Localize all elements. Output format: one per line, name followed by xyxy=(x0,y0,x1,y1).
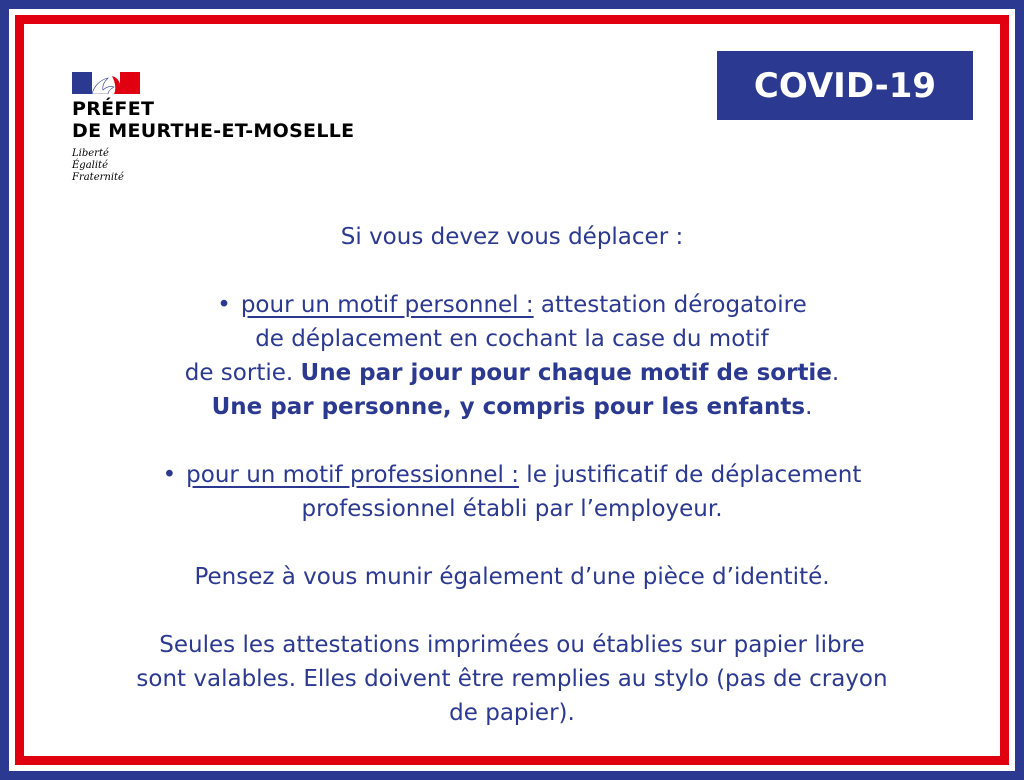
identity-text: Pensez à vous munir également d’une pièce d’identité. xyxy=(194,564,830,590)
professional-label: pour un motif professionnel : xyxy=(186,462,519,488)
personal-text-1: attestation dérogatoire xyxy=(533,292,807,318)
poster-card xyxy=(24,24,1000,756)
motto-egalite: Égalité xyxy=(72,160,108,171)
bullet: • xyxy=(162,462,177,488)
personal-line-3 xyxy=(48,356,976,390)
professional-text-1: le justificatif de déplacement xyxy=(519,462,862,488)
validity-line-2: sont valables. Elles doivent être remplies au stylo (pas de crayon xyxy=(136,666,888,692)
prefecture-name-line1: PRÉFET xyxy=(72,98,155,120)
personal-label: pour un motif personnel : xyxy=(240,292,534,318)
bullet: • xyxy=(217,292,231,318)
republic-motto xyxy=(72,148,412,184)
intro-text: Si vous devez vous déplacer : xyxy=(340,224,684,250)
personal-end-2: . xyxy=(805,394,813,420)
marianne-emblem-icon xyxy=(72,72,140,94)
validity-line-3: de papier). xyxy=(449,700,575,726)
professional-line-2: professionnel établi par l’employeur. xyxy=(301,496,723,522)
personal-line-2: de déplacement en cochant la case du motif xyxy=(255,326,769,352)
prefecture-name-line2: DE MEURTHE-ET-MOSELLE xyxy=(72,120,355,142)
personal-bold-1: Une par jour pour chaque motif de sortie xyxy=(300,360,832,386)
prefecture-name xyxy=(72,98,412,142)
validity-line-1: Seules les attestations imprimées ou établies sur papier libre xyxy=(159,632,865,658)
prefecture-logo xyxy=(72,72,412,184)
personal-line-4 xyxy=(48,390,976,424)
personal-text-3: de sortie. xyxy=(184,360,301,386)
main-content xyxy=(48,220,976,730)
covid-badge: COVID-19 xyxy=(717,51,973,120)
motto-liberte: Liberté xyxy=(72,148,109,159)
professional-line-1 xyxy=(48,458,976,492)
personal-bold-2: Une par personne, y compris pour les enfants xyxy=(211,394,806,420)
personal-line-1 xyxy=(48,288,976,322)
personal-end-1: . xyxy=(831,360,840,386)
motto-fraternite: Fraternité xyxy=(72,172,124,183)
